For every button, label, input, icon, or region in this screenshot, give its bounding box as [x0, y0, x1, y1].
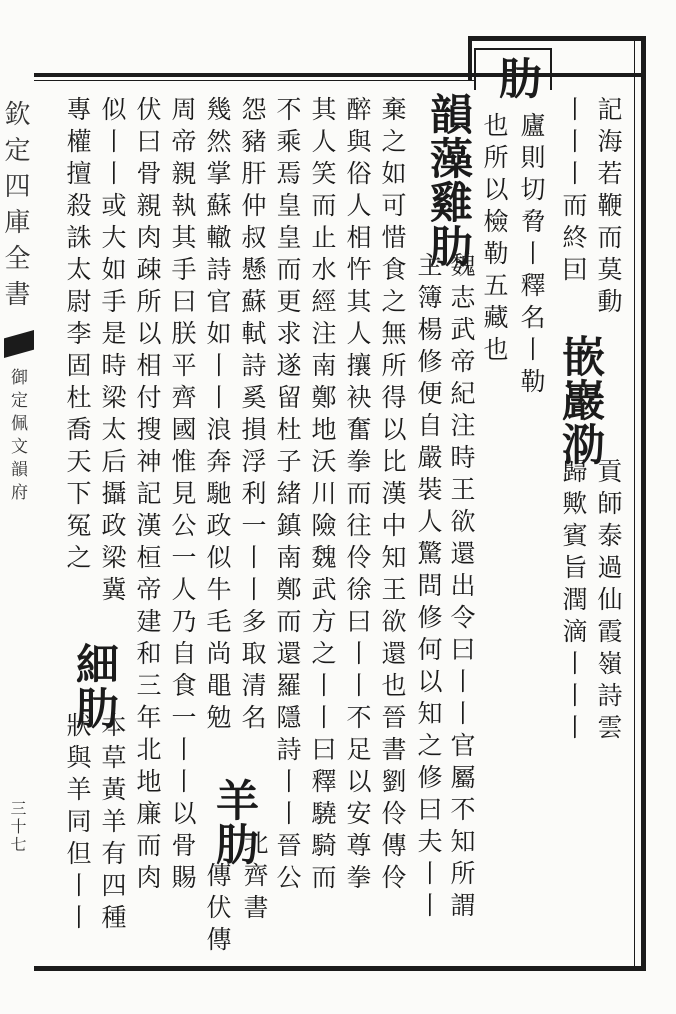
text-column-21: 狀與羊同但丨丨 — [63, 712, 92, 936]
tab-rule-top — [468, 36, 646, 41]
margin-subtitle: 御定佩文韻府 — [7, 368, 27, 506]
text-column-6: 也所以檢勒五藏也 — [480, 112, 509, 368]
headword-qianyanle: 嵌巖泐 — [555, 334, 605, 466]
text-column-20: 專權擅殺誅太尉李固杜喬天下冤之 — [63, 96, 92, 576]
headword-xile: 細肋 — [69, 642, 119, 730]
text-column-17: 周帝親執其手曰朕平齊國惟見公一人乃自食一丨丨以骨賜 — [168, 96, 197, 896]
frame-rule-top — [34, 73, 646, 77]
text-column-11: 其人笑而止水經注南鄭地沃川險魏武方之丨丨曰釋驍騎而 — [308, 96, 337, 896]
text-column-12: 不乘焉皇皇而更求遂留杜子緒鎮南鄭而還羅隱詩丨丨晉公 — [273, 96, 302, 896]
fish-tail-mark-icon — [4, 330, 34, 358]
text-column-1: 記海若鞭而莫動 — [594, 96, 623, 320]
page-number: 三十七 — [8, 800, 27, 854]
frame-rule-top-thin — [34, 80, 474, 81]
text-column-10: 醉與俗人相忤其人攘袂奮拳而往伶徐曰丨丨不足以安尊拳 — [343, 96, 372, 896]
text-column-7: 魏志武帝紀注時王欲還出令曰丨丨官屬不知所謂 — [447, 252, 476, 924]
text-column-13: 怨豬肝仲叔懸蘇軾詩奚損浮利一丨丨多取清名 — [238, 96, 267, 736]
text-column-15: 傳伏傳 — [203, 862, 232, 958]
frame-rule-right-inner — [634, 36, 635, 971]
text-column-2: 丨丨丨而終囙 — [559, 96, 588, 288]
text-column-3: 歸歟賓旨潤滴丨丨丨 — [559, 458, 588, 746]
text-column-14: 幾然掌蘇轍詩官如丨丨浪奔馳政似牛毛尚黽勉 — [203, 96, 232, 736]
headword-jile: 韻藻雞肋 — [423, 92, 473, 268]
headword-yangle: 羊肋 — [209, 778, 259, 866]
frame-rule-right — [641, 36, 646, 971]
text-column-5: 廬則切脅丨釋名丨勒 — [517, 112, 546, 400]
text-column-19: 似丨丨或大如手是時梁太后攝政梁冀 — [98, 96, 127, 608]
text-column-18: 伏曰骨親肉疎所以相付搜神記漢桓帝建和三年北地廉而肉 — [133, 96, 162, 896]
frame-rule-bottom — [34, 966, 646, 971]
text-column-22: 本草黃羊有四種 — [98, 712, 127, 936]
text-column-16: 北齊書 — [240, 830, 269, 926]
text-column-8: 主簿楊修便自嚴裝人驚問修何以知之修曰夫丨丨 — [414, 252, 443, 924]
margin-book-title: 欽定四庫全書 — [0, 100, 30, 316]
text-column-4: 貢師泰過仙霞嶺詩雲 — [594, 458, 623, 746]
text-column-9: 棄之如可惜食之無所得以比漢中知王欲還也晉書劉伶傳伶 — [378, 96, 407, 896]
headword-le: 肋 — [492, 56, 542, 100]
